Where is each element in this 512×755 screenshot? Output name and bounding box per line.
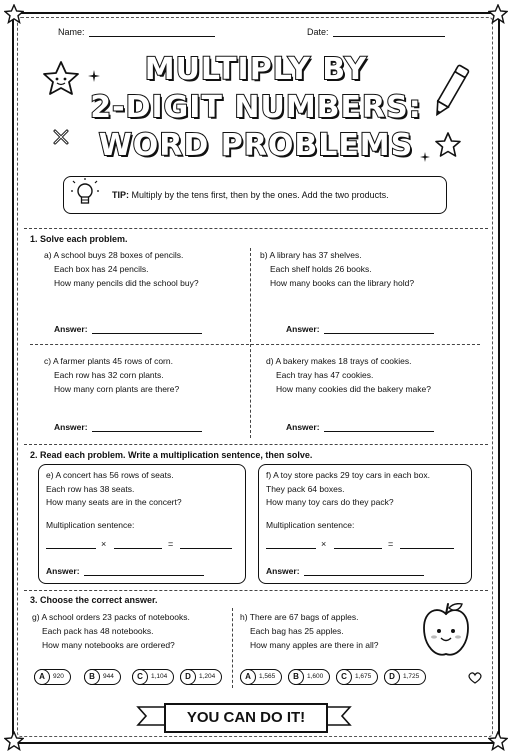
problem-c-line-2: Each row has 32 corn plants. — [54, 370, 164, 380]
problem-g-line-1: g) A school orders 23 packs of notebooks. — [32, 612, 190, 622]
blank-product[interactable] — [180, 548, 232, 549]
times-sign: × — [321, 539, 327, 549]
problem-h-line-2: Each bag has 25 apples. — [250, 626, 344, 636]
problem-e-line-1: e) A concert has 56 rows of seats. — [46, 470, 174, 480]
title-line-3: WORD PROBLEMS — [98, 128, 414, 163]
answer-field-e[interactable] — [46, 566, 204, 576]
problem-g-line-3: How many notebooks are ordered? — [42, 640, 175, 650]
problem-f-line-3: How many toy cars do they pack? — [266, 497, 394, 507]
answer-label: Answer: — [54, 422, 88, 432]
corner-star-icon — [4, 4, 24, 24]
answer-field-a[interactable] — [54, 324, 202, 334]
problem-a-line-2: Each box has 24 pencils. — [54, 264, 149, 274]
equals-sign: = — [168, 539, 174, 549]
option-letter-b[interactable]: B — [84, 669, 100, 685]
option-value: 1,565 — [259, 673, 276, 680]
title-line-2: 2-DIGIT NUMBERS: — [90, 90, 422, 125]
answer-line[interactable] — [92, 325, 202, 334]
section-divider — [24, 228, 488, 229]
answer-label: Answer: — [266, 566, 300, 576]
option-letter-a[interactable]: A — [34, 669, 50, 685]
apple-icon — [418, 600, 474, 662]
tip-label: TIP: — [112, 190, 129, 200]
answer-label: Answer: — [286, 422, 320, 432]
problem-d-line-2: Each tray has 47 cookies. — [276, 370, 374, 380]
name-label: Name: — [58, 27, 85, 37]
option-value: 1,600 — [307, 673, 324, 680]
encouragement-banner: YOU CAN DO IT! — [164, 703, 328, 733]
problem-f-line-2: They pack 64 boxes. — [266, 484, 345, 494]
option-value: 944 — [103, 673, 114, 680]
blank-factor-1[interactable] — [266, 548, 316, 549]
problem-a-line-1: a) A school buys 28 boxes of pencils. — [44, 250, 184, 260]
equals-sign: = — [388, 539, 394, 549]
tip-body: Multiply by the tens first, then by the ones. Add the two products. — [131, 190, 389, 200]
blank-product[interactable] — [400, 548, 454, 549]
section-1-heading: 1. Solve each problem. — [30, 234, 128, 244]
problem-e-line-2: Each row has 38 seats. — [46, 484, 135, 494]
column-divider — [250, 248, 251, 438]
sentence-label-e: Multiplication sentence: — [46, 520, 135, 530]
answer-label: Answer: — [46, 566, 80, 576]
answer-field-b[interactable] — [286, 324, 434, 334]
date-field[interactable] — [307, 27, 445, 37]
section-2-heading: 2. Read each problem. Write a multiplication sentence, then solve. — [30, 450, 313, 460]
sentence-label-f: Multiplication sentence: — [266, 520, 355, 530]
problem-d-line-1: d) A bakery makes 18 trays of cookies. — [266, 356, 412, 366]
blank-factor-2[interactable] — [114, 548, 162, 549]
option-value: 1,104 — [151, 673, 168, 680]
row-divider — [30, 344, 480, 345]
answer-field-f[interactable] — [266, 566, 424, 576]
corner-star-icon — [4, 731, 24, 751]
date-label: Date: — [307, 27, 329, 37]
title-line-1: MULTIPLY BY — [144, 52, 368, 87]
answer-label: Answer: — [286, 324, 320, 334]
tip-text — [112, 190, 389, 200]
answer-line[interactable] — [92, 423, 202, 432]
blank-factor-2[interactable] — [334, 548, 382, 549]
times-sign: × — [101, 539, 107, 549]
problem-c-line-3: How many corn plants are there? — [54, 384, 180, 394]
name-field[interactable] — [58, 27, 215, 37]
problem-f-line-1: f) A toy store packs 29 toy cars in each box. — [266, 470, 430, 480]
answer-field-d[interactable] — [286, 422, 434, 432]
problem-b-line-3: How many books can the library hold? — [270, 278, 415, 288]
problem-a-line-3: How many pencils did the school buy? — [54, 278, 199, 288]
problem-d-line-3: How many cookies did the bakery make? — [276, 384, 431, 394]
problem-c-line-1: c) A farmer plants 45 rows of corn. — [44, 356, 173, 366]
problem-e-line-3: How many seats are in the concert? — [46, 497, 182, 507]
section-divider — [24, 590, 488, 591]
option-letter-a[interactable]: A — [240, 669, 256, 685]
option-letter-d[interactable]: D — [180, 669, 196, 685]
problem-b-line-1: b) A library has 37 shelves. — [260, 250, 362, 260]
option-value: 920 — [53, 673, 64, 680]
option-letter-d[interactable]: D — [384, 669, 400, 685]
corner-star-icon — [488, 731, 508, 751]
option-value: 1,204 — [199, 673, 216, 680]
answer-line[interactable] — [324, 423, 434, 432]
problem-g-line-2: Each pack has 48 notebooks. — [42, 626, 154, 636]
answer-label: Answer: — [54, 324, 88, 334]
answer-line[interactable] — [84, 567, 204, 576]
option-letter-b[interactable]: B — [288, 669, 304, 685]
answer-line[interactable] — [324, 325, 434, 334]
answer-line[interactable] — [304, 567, 424, 576]
problem-h-line-3: How many apples are there in all? — [250, 640, 379, 650]
section-3-heading: 3. Choose the correct answer. — [30, 595, 158, 605]
option-value: 1,675 — [355, 673, 372, 680]
heart-icon — [468, 672, 482, 684]
date-line[interactable] — [333, 27, 445, 37]
problem-b-line-2: Each shelf holds 26 books. — [270, 264, 372, 274]
section-divider — [24, 444, 488, 445]
lightbulb-icon — [70, 178, 100, 210]
option-letter-c[interactable]: C — [336, 669, 352, 685]
column-divider — [232, 608, 233, 688]
blank-factor-1[interactable] — [46, 548, 96, 549]
corner-star-icon — [488, 4, 508, 24]
option-letter-c[interactable]: C — [132, 669, 148, 685]
option-value: 1,725 — [403, 673, 420, 680]
name-line[interactable] — [89, 27, 215, 37]
answer-field-c[interactable] — [54, 422, 202, 432]
problem-h-line-1: h) There are 67 bags of apples. — [240, 612, 359, 622]
